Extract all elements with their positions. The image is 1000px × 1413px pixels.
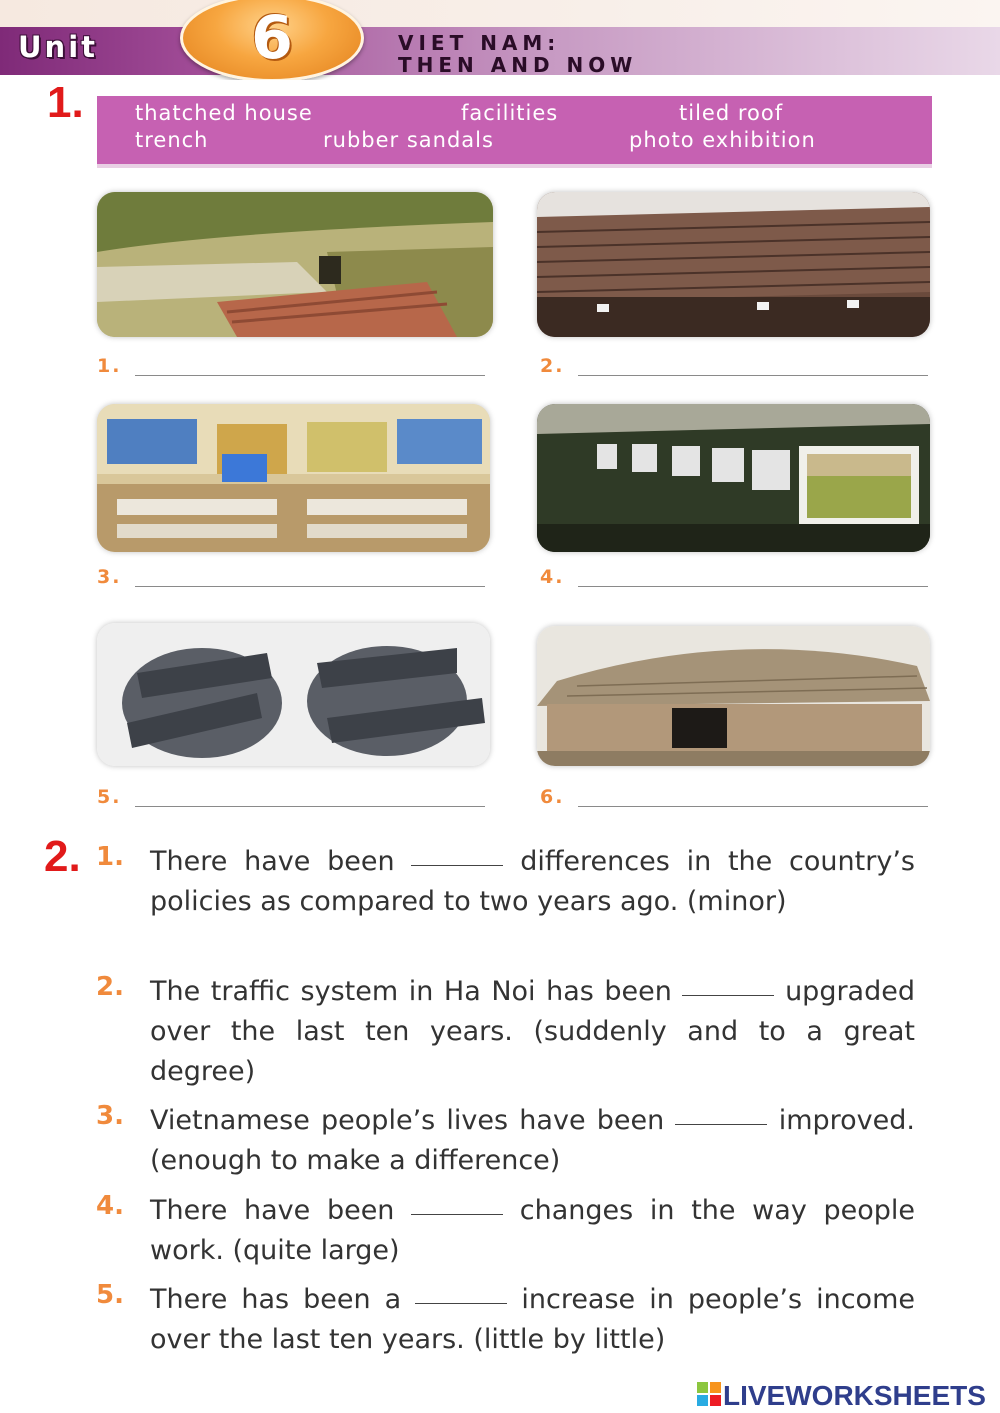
answer-gap-1[interactable]	[411, 864, 503, 866]
question-number: 5.	[96, 1280, 124, 1310]
answer-gap-2[interactable]	[682, 994, 774, 996]
unit-title-line2: THEN AND NOW	[398, 53, 638, 77]
answer-number: 2.	[540, 355, 565, 377]
answer-number: 6.	[540, 786, 565, 808]
answer-blank-3[interactable]	[135, 586, 485, 587]
answer-row-3	[97, 566, 487, 596]
question-text-before: There has been a	[150, 1284, 402, 1315]
question-text	[150, 972, 915, 1092]
unit-title-line1: VIET NAM:	[398, 31, 561, 55]
question-number: 4.	[96, 1191, 124, 1221]
unit-number-badge	[180, 0, 364, 80]
liveworksheets-logo-text: LIVEWORKSHEETS	[723, 1380, 986, 1411]
question-text-before: There have been	[150, 1195, 395, 1226]
question-text-before: Vietnamese people’s lives have been	[150, 1105, 665, 1136]
question-text-after: differences in the country’s policies as compared to two years ago. (minor)	[150, 846, 915, 917]
question-text-before: There have been	[150, 846, 395, 877]
answer-blank-1[interactable]	[135, 375, 485, 376]
word-bank-item: facilities	[461, 101, 559, 125]
word-bank-item: trench	[135, 128, 209, 152]
question-text	[150, 842, 915, 922]
tiled-roof-photo	[537, 192, 930, 337]
question-number: 1.	[96, 842, 124, 872]
unit-number: 6	[251, 3, 293, 73]
answer-row-4	[540, 566, 930, 596]
question-text-before: The traffic system in Ha Noi has been	[150, 976, 672, 1007]
answer-blank-6[interactable]	[578, 806, 928, 807]
answer-number: 1.	[97, 355, 122, 377]
rubber-sandals-photo	[97, 623, 490, 766]
trench-photo	[97, 192, 493, 337]
section-2-number: 2.	[44, 832, 81, 881]
unit-title	[398, 32, 637, 76]
word-bank-item: thatched house	[135, 101, 313, 125]
unit-banner	[0, 0, 1000, 80]
question-text	[150, 1101, 915, 1181]
section-1-number: 1.	[47, 78, 84, 127]
answer-row-1	[97, 355, 487, 385]
word-bank-item: photo exhibition	[629, 128, 816, 152]
question-text-after: upgraded over the last ten years. (suddenly and to a great degree)	[150, 976, 915, 1087]
question-number: 2.	[96, 972, 124, 1002]
answer-blank-5[interactable]	[135, 806, 485, 807]
answer-number: 3.	[97, 566, 122, 588]
unit-label: Unit	[18, 30, 98, 64]
answer-number: 4.	[540, 566, 565, 588]
answer-row-6	[540, 786, 930, 816]
answer-row-2	[540, 355, 930, 385]
answer-number: 5.	[97, 786, 122, 808]
answer-gap-4[interactable]	[411, 1213, 503, 1215]
photo-exhibition-photo	[537, 404, 930, 552]
thatched-house-photo	[537, 626, 930, 766]
answer-gap-3[interactable]	[675, 1123, 767, 1125]
question-text-after: increase in people’s income over the last ten years. (little by little)	[150, 1284, 915, 1355]
question-number: 3.	[96, 1101, 124, 1131]
banner-top-strip	[0, 0, 1000, 27]
answer-row-5	[97, 786, 487, 816]
word-bank-item: rubber sandals	[323, 128, 494, 152]
answer-blank-4[interactable]	[578, 586, 928, 587]
question-text	[150, 1280, 915, 1360]
question-text-after: changes in the way people work. (quite large)	[150, 1195, 915, 1266]
classroom-facilities-photo	[97, 404, 490, 552]
word-bank	[97, 96, 932, 164]
answer-blank-2[interactable]	[578, 375, 928, 376]
question-text-after: improved. (enough to make a difference)	[150, 1105, 915, 1176]
liveworksheets-logo-icon	[697, 1382, 721, 1406]
question-text	[150, 1191, 915, 1271]
answer-gap-5[interactable]	[415, 1302, 507, 1304]
word-bank-item: tiled roof	[679, 101, 784, 125]
